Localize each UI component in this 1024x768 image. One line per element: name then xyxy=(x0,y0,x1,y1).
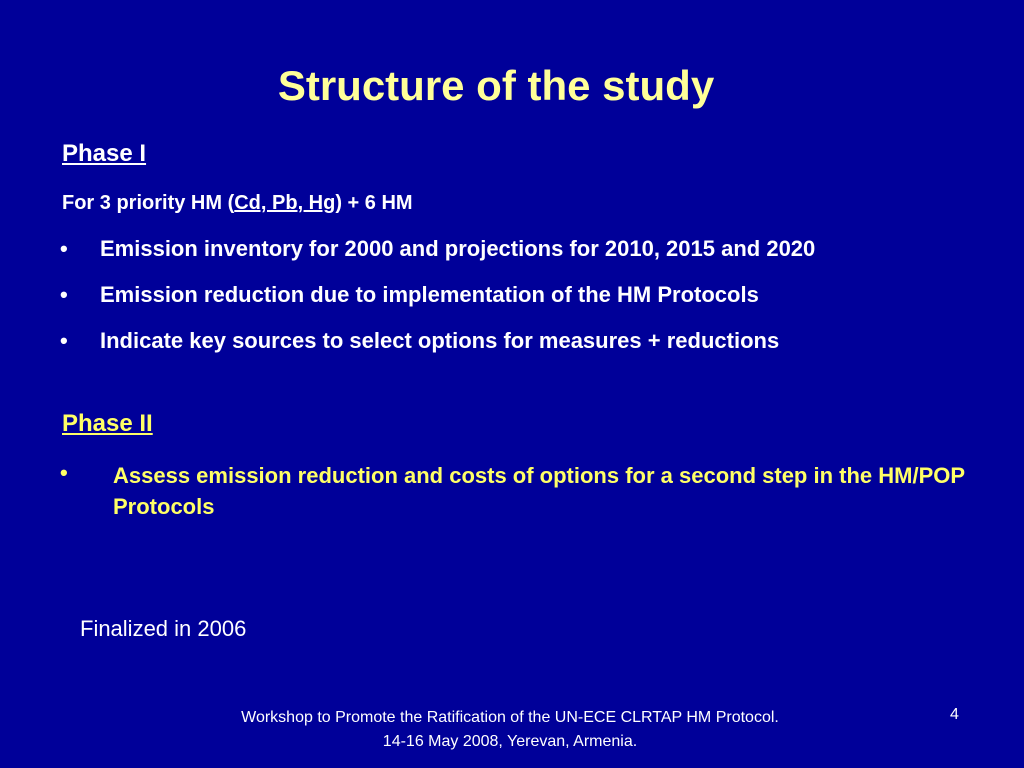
bullet-marker: • xyxy=(60,236,68,261)
slide-footer xyxy=(140,706,880,754)
phase1-intro xyxy=(62,192,413,215)
phase1-bullet-text: Indicate key sources to select options for measures + reductions xyxy=(100,328,780,353)
intro-metals: Cd, Pb, Hg xyxy=(234,192,336,214)
page-number: 4 xyxy=(950,706,959,723)
intro-suffix: ) + 6 HM xyxy=(335,192,413,214)
phase2-bullet-text: Assess emission reduction and costs of options for a second step in the HM/POP Protocols xyxy=(113,463,965,519)
finalized-note: Finalized in 2006 xyxy=(80,616,247,641)
phase2-heading: Phase II xyxy=(62,410,153,437)
intro-prefix: For 3 priority HM ( xyxy=(62,192,235,214)
bullet-marker: • xyxy=(60,328,68,353)
phase1-bullet-text: Emission inventory for 2000 and projections for 2010, 2015 and 2020 xyxy=(100,236,816,261)
slide-title: Structure of the study xyxy=(277,62,715,109)
phase1-bullet-text: Emission reduction due to implementation of the HM Protocols xyxy=(100,282,759,307)
footer-line-1: Workshop to Promote the Ratification of the UN-ECE CLRTAP HM Protocol. xyxy=(241,709,779,726)
bullet-marker: • xyxy=(60,282,68,307)
bullet-marker: • xyxy=(60,460,68,485)
phase1-heading: Phase I xyxy=(62,140,147,167)
footer-line-2: 14-16 May 2008, Yerevan, Armenia. xyxy=(382,733,638,750)
